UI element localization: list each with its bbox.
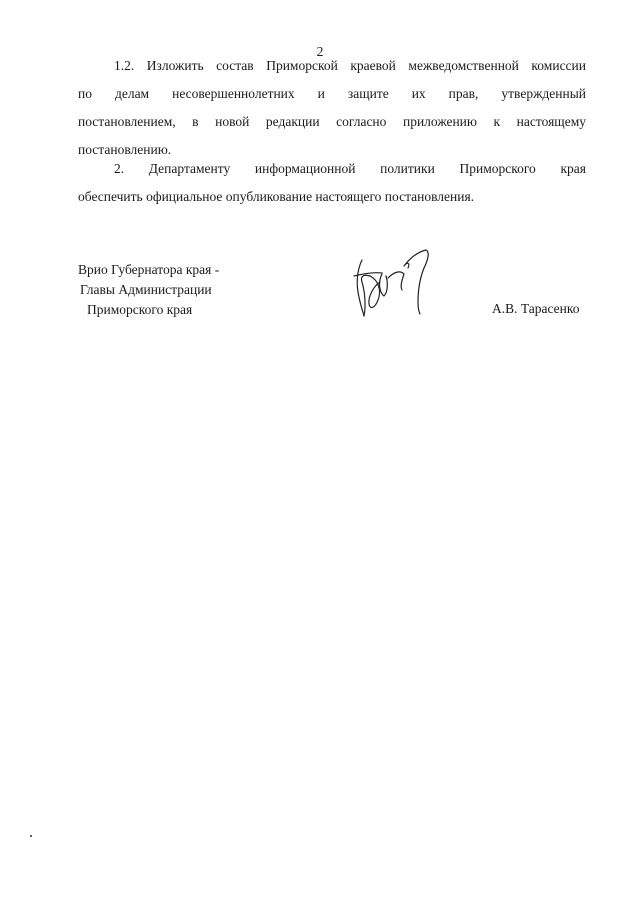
position-line: Врио Губернатора края - bbox=[78, 262, 220, 277]
paragraph-line: постановлением, в новой редакции согласно приложению к настоящему bbox=[78, 114, 586, 129]
signature-icon bbox=[348, 246, 438, 322]
paragraph-line: 2. Департаменту информационной политики Приморского края bbox=[114, 161, 586, 176]
paragraph-line: по делам несовершеннолетних и защите их прав, утвержденный bbox=[78, 86, 586, 101]
paragraph-line: обеспечить официальное опубликование настоящего постановления. bbox=[78, 189, 475, 204]
paragraph-2 bbox=[78, 155, 586, 211]
paragraph-1-2 bbox=[78, 52, 586, 164]
signatory-position bbox=[78, 260, 219, 320]
paragraph-line: 1.2. Изложить состав Приморской краевой межведомственной комиссии bbox=[114, 58, 586, 73]
position-line: Главы Администрации bbox=[80, 282, 212, 297]
page-number: 2 bbox=[316, 44, 324, 59]
signatory-name: А.В. Тарасенко bbox=[492, 301, 580, 316]
scan-dot bbox=[30, 835, 32, 837]
paragraph-line: постановлению. bbox=[78, 142, 172, 157]
position-line: Приморского края bbox=[87, 302, 193, 317]
